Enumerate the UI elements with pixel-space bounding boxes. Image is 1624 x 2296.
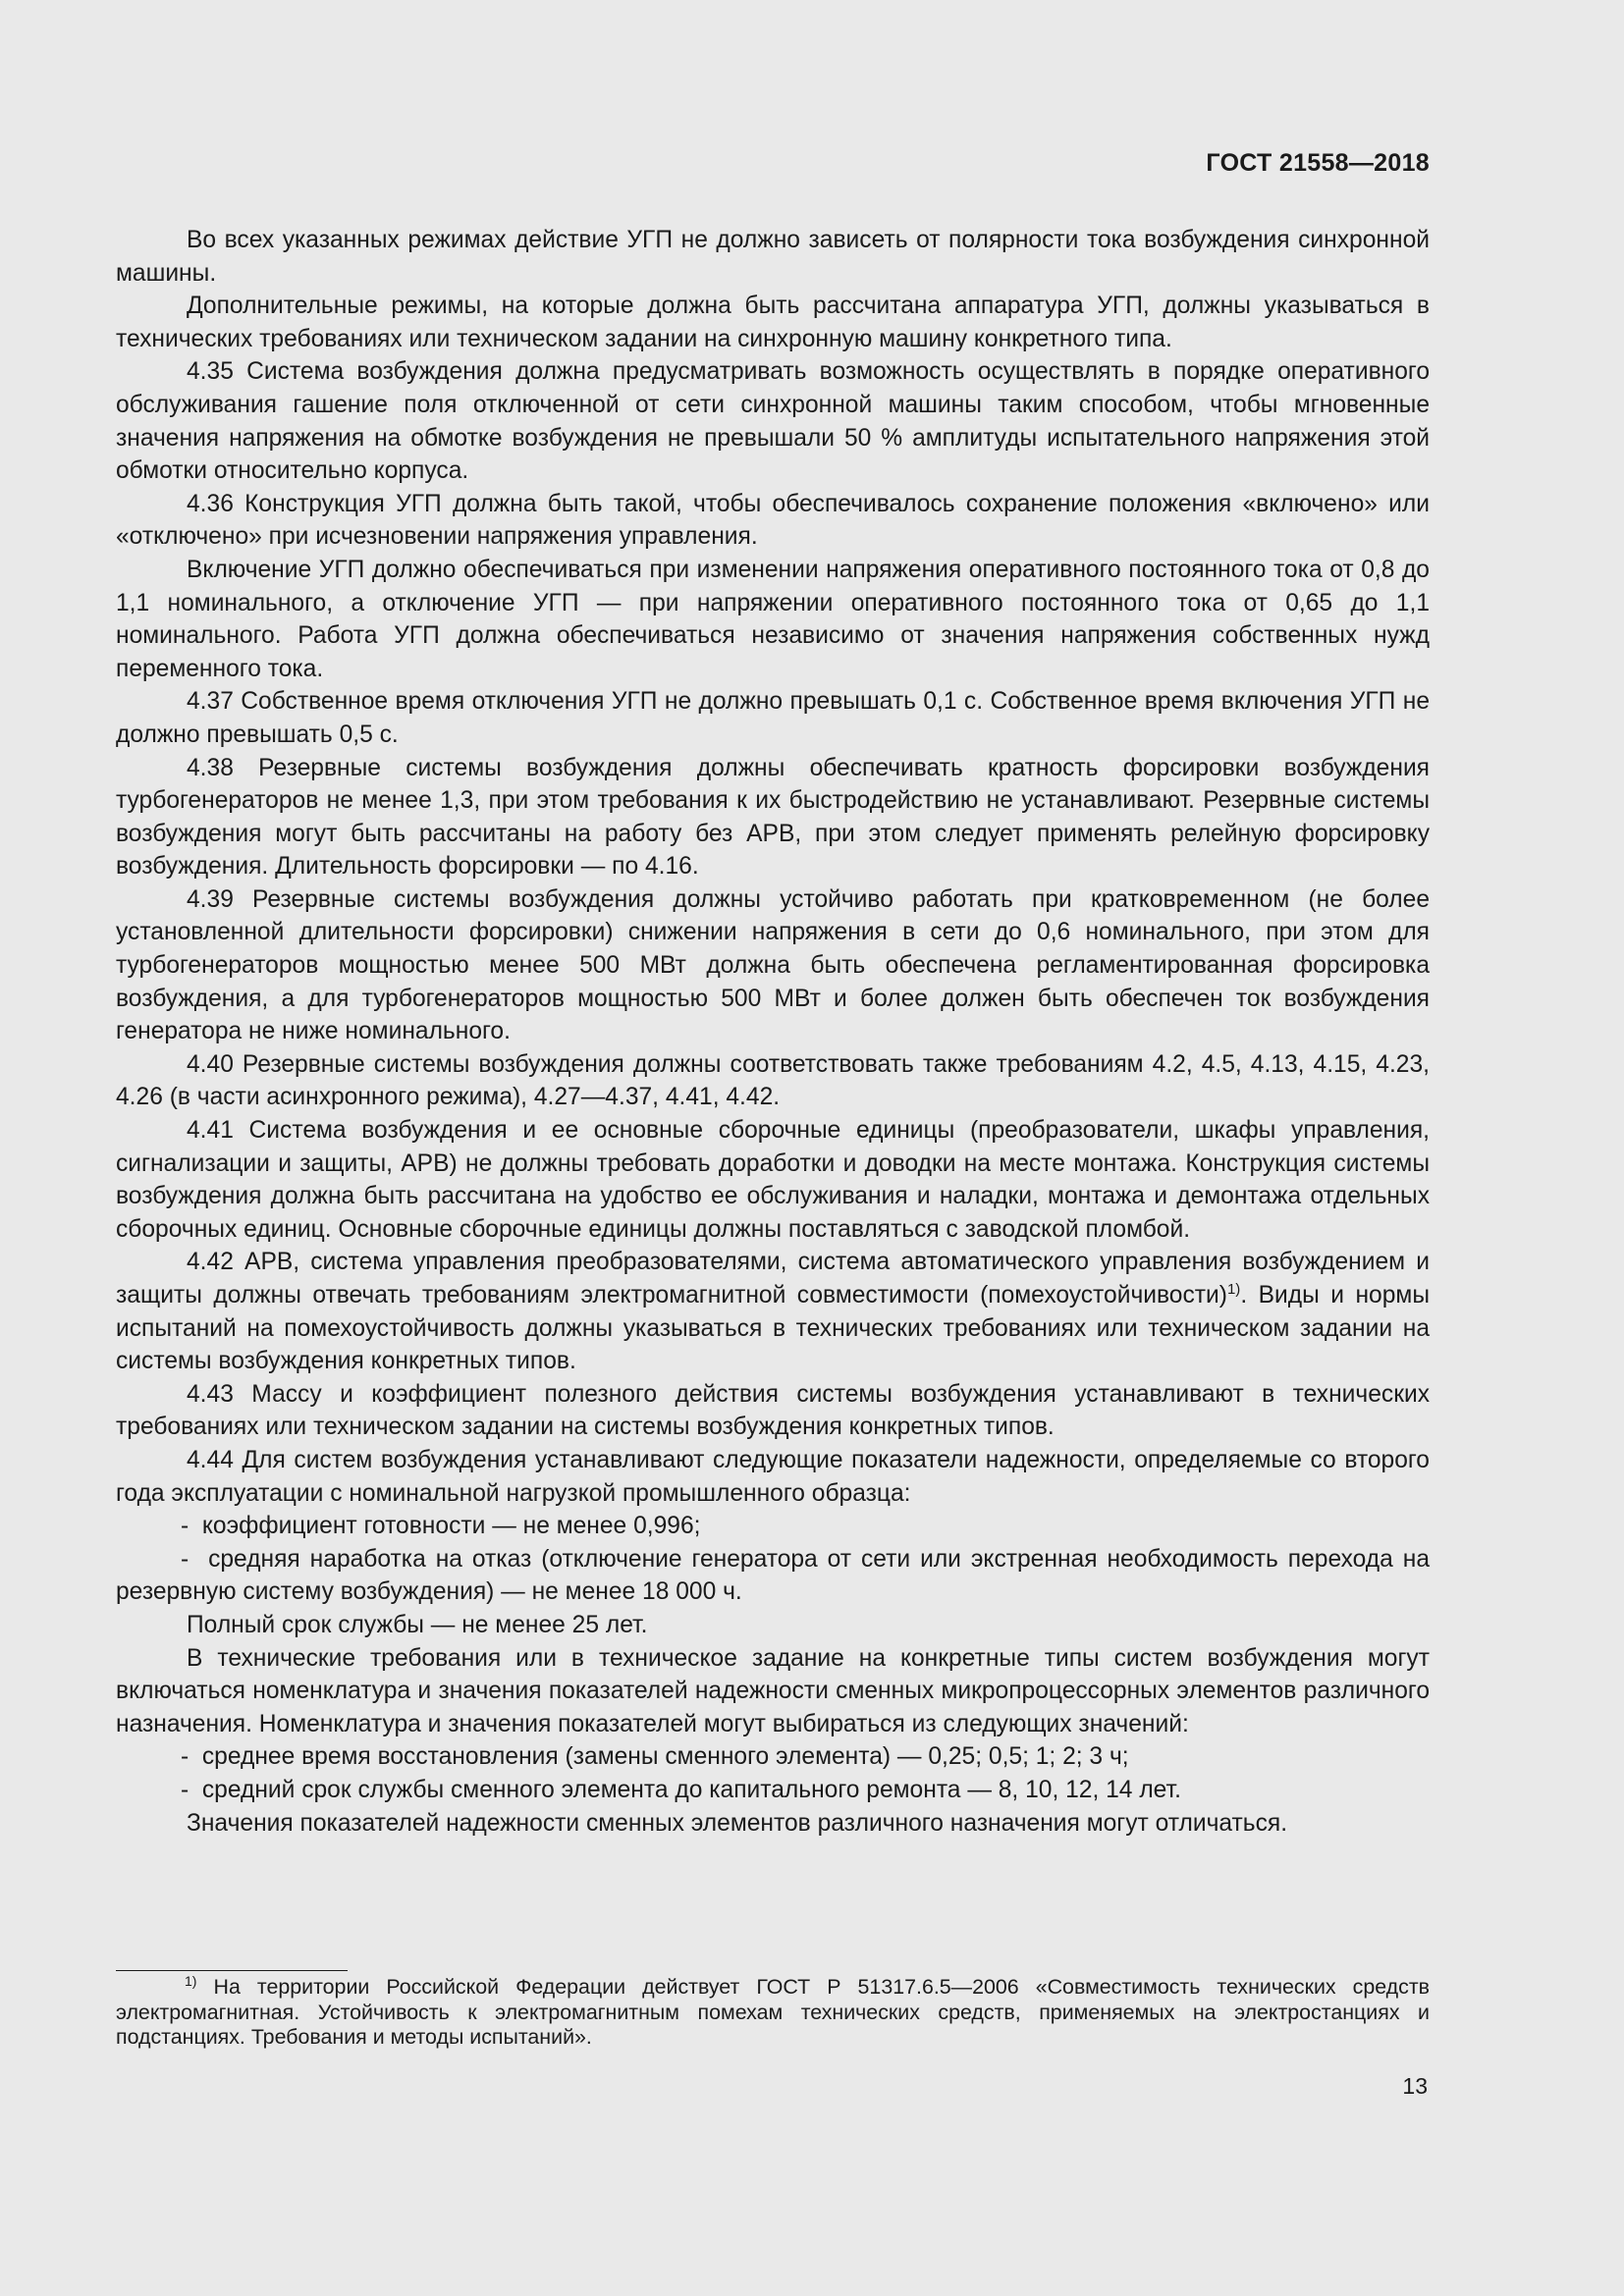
paragraph: Значения показателей надежности сменных элементов различного назначения могут отличаться. <box>187 1809 1288 1837</box>
paragraph: В технические требования или в техническое задание на конкретные типы систем возбуждения могут включаться номенклатура и значения показателей надежности сменных микропроцессорных элементов различного назначения. Номенклатура и значения показателей могут выбираться из следующих значений: <box>116 1644 1430 1737</box>
footnote <box>116 1972 1430 2051</box>
list-item: - среднее время восстановления (замены сменного элемента) — 0,25; 0,5; 1; 2; 3 ч; <box>181 1743 1129 1771</box>
footnote-text: На территории Российской Федерации действует ГОСТ Р 51317.6.5—2006 «Совместимость технических средств электромагнитная. Устойчивость к электромагнитным помехам технических средств, применяемых на электростанциях и подстанциях. Требования и методы испытаний». <box>116 1975 1430 2049</box>
list-item: - средний срок службы сменного элемента до капитального ремонта — 8, 10, 12, 14 лет. <box>181 1776 1181 1803</box>
footnote-reference[interactable]: 1) <box>1226 1280 1241 1298</box>
list-item: - средняя наработка на отказ (отключение генератора от сети или экстренная необходимость перехода на резервную систему возбуждения) — не менее 18 000 ч. <box>116 1545 1430 1606</box>
paragraph-4-42 <box>116 1246 1430 1377</box>
footnote-paragraph <box>116 1972 1430 2051</box>
paragraph-4-35: 4.35 Система возбуждения должна предусматривать возможность осуществлять в порядке оперативного обслуживания гашение поля отключенной от сети синхронной машины таким способом, чтобы мгновенные значения напряжения на обмотке возбуждения не превышали 50 % амплитуды испытательного напряжения этой обмотки относительно корпуса. <box>116 358 1430 485</box>
paragraph-4-37: 4.37 Собственное время отключения УГП не должно превышать 0,1 с. Собственное время включения УГП не должно превышать 0,5 с. <box>116 688 1430 748</box>
paragraph-4-38: 4.38 Резервные системы возбуждения должны обеспечивать кратность форсировки возбуждения турбогенераторов не менее 1,3, при этом требования к их быстродействию не устанавливают. Резервные системы возбуждения могут быть рассчитаны на работу без АРВ, при этом следует применять релейную форсировку возбуждения. Длительность форсировки — по 4.16. <box>116 754 1430 881</box>
paragraph-4-44: 4.44 Для систем возбуждения устанавливают следующие показатели надежности, определяемые со второго года эксплуатации с номинальной нагрузкой промышленного образца: <box>116 1446 1430 1507</box>
footnote-divider <box>116 1970 348 1971</box>
paragraph-4-36: 4.36 Конструкция УГП должна быть такой, чтобы обеспечивалось сохранение положения «включено» или «отключено» при исчезновении напряжения управления. <box>116 490 1430 551</box>
paragraph-4-40: 4.40 Резервные системы возбуждения должны соответствовать также требованиям 4.2, 4.5, 4.13, 4.15, 4.23, 4.26 (в части асинхронного режима), 4.27—4.37, 4.41, 4.42. <box>116 1050 1430 1111</box>
paragraph-4-43: 4.43 Массу и коэффициент полезного действия системы возбуждения устанавливают в технических требованиях или техническом задании на системы возбуждения конкретных типов. <box>116 1380 1430 1441</box>
list-item: - коэффициент готовности — не менее 0,996; <box>181 1513 701 1540</box>
paragraph-4-41: 4.41 Система возбуждения и ее основные сборочные единицы (преобразователи, шкафы управления, сигнализации и защиты, АРВ) не должны требовать доработки и доводки на месте монтажа. Конструкция системы возбуждения должна быть рассчитана на удобство ее обслуживания и наладки, монтажа и демонтажа отдельных сборочных единиц. Основные сборочные единицы должны поставляться с заводской пломбой. <box>116 1117 1430 1243</box>
page-number: 13 <box>1402 2073 1428 2099</box>
paragraph: Дополнительные режимы, на которые должна быть рассчитана аппаратура УГП, должны указываться в технических требованиях или техническом задании на синхронную машину конкретного типа. <box>116 293 1430 352</box>
paragraph-4-42-text: 4.42 АРВ, система управления преобразователями, система автоматического управления возбуждением и защиты должны отвечать требованиям электромагнитной совместимости (помехоустойчивости) <box>116 1249 1430 1308</box>
footnote-marker: 1) <box>185 1972 197 1989</box>
standard-header: ГОСТ 21558—2018 <box>1206 149 1430 177</box>
paragraph: Включение УГП должно обеспечиваться при изменении напряжения оперативного постоянного тока от 0,8 до 1,1 номинального, а отключение УГП — при напряжении оперативного постоянного тока от 0,65 до 1,1 номинального. Работа УГП должна обеспечиваться независимо от значения напряжения собственных нужд переменного тока. <box>116 556 1430 682</box>
paragraph: Во всех указанных режимах действие УГП не должно зависеть от полярности тока возбуждения синхронной машины. <box>116 227 1430 287</box>
paragraph: Полный срок службы — не менее 25 лет. <box>187 1611 648 1638</box>
body-text <box>116 224 1430 1840</box>
paragraph-4-39: 4.39 Резервные системы возбуждения должны устойчиво работать при кратковременном (не более установленной длительности форсировки) снижении напряжения в сети до 0,6 номинального, при этом для турбогенераторов мощностью менее 500 МВт должна быть обеспечена регламентированная форсировка возбуждения, а для турбогенераторов мощностью 500 МВт и более должен быть обеспечен ток возбуждения генератора не ниже номинального. <box>116 885 1430 1045</box>
paragraph-4-42-text-after: . Виды и нормы испытаний на помехоустойчивость должны указываться в технических требованиях или техническом задании на системы возбуждения конкретных типов. <box>116 1282 1430 1375</box>
